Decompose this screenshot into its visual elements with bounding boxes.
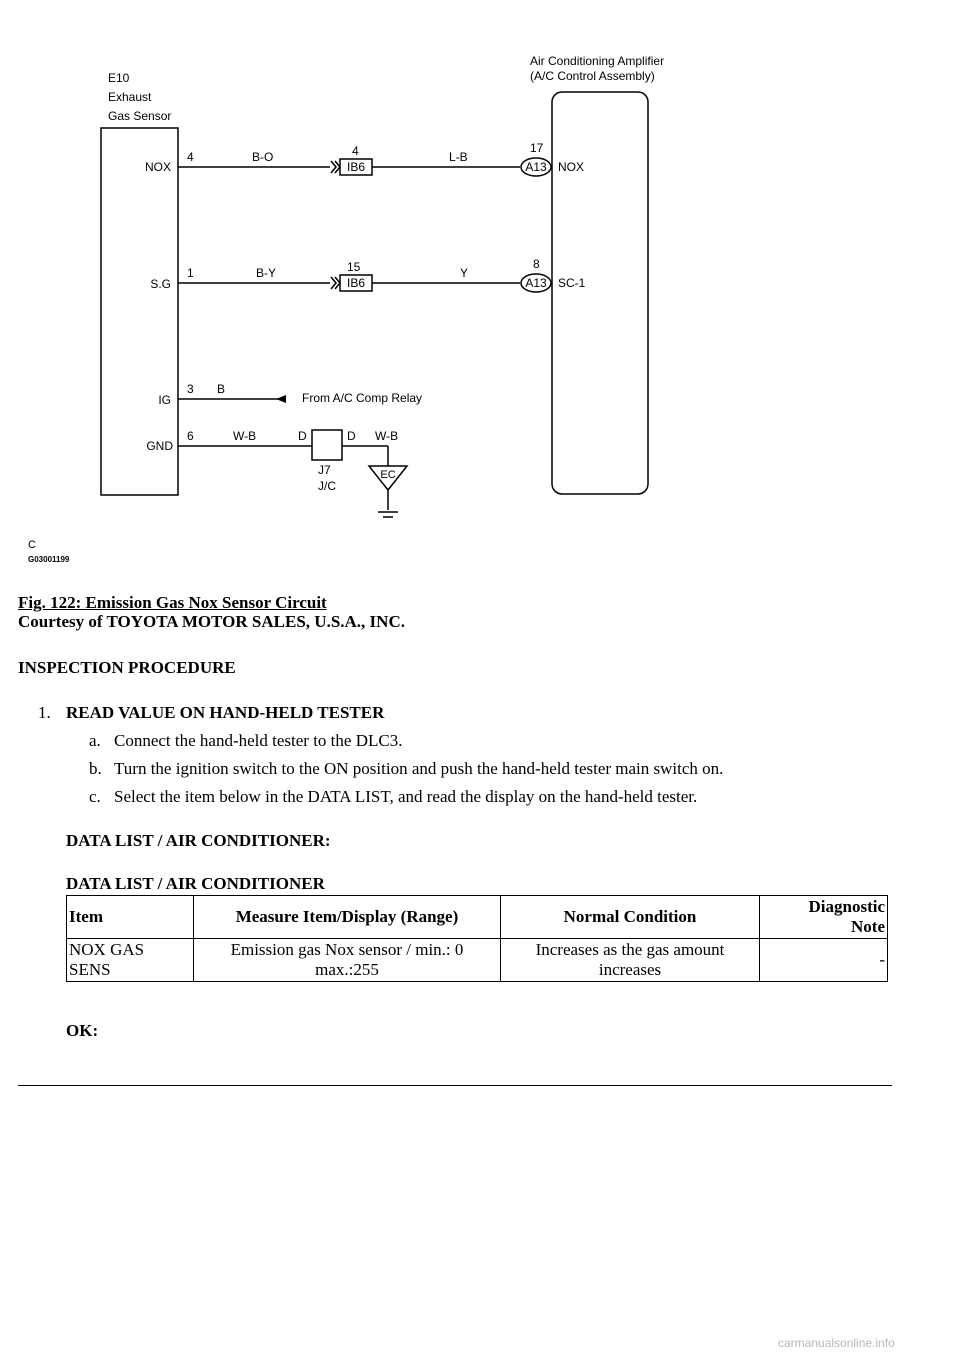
wire-color-sg: B-Y bbox=[256, 266, 277, 280]
header-normal: Normal Condition bbox=[501, 896, 760, 939]
header-diagnostic-note bbox=[760, 896, 888, 939]
jc-d-right: D bbox=[347, 429, 356, 443]
wire-color-right-2: Y bbox=[460, 266, 469, 280]
header-diagnostic: Diagnostic bbox=[808, 897, 885, 916]
sensor-label-1: Exhaust bbox=[108, 90, 152, 104]
cell-measure bbox=[194, 939, 501, 982]
pin-num-gnd: 6 bbox=[187, 429, 194, 443]
substep-text-a: Connect the hand-held tester to the DLC3. bbox=[114, 731, 403, 750]
relay-arrow bbox=[276, 395, 286, 403]
substep-letter-c: c. bbox=[89, 787, 101, 806]
pin-name-gnd: GND bbox=[146, 439, 173, 453]
from-relay-label: From A/C Comp Relay bbox=[302, 391, 423, 405]
pin-num-ig: 3 bbox=[187, 382, 194, 396]
connector-id-1: IB6 bbox=[346, 160, 366, 174]
cell-item bbox=[67, 939, 194, 982]
cell-item-line1: NOX GAS bbox=[69, 940, 145, 959]
cell-measure-line2: max.:255 bbox=[315, 960, 379, 979]
jc-wire: W-B bbox=[375, 429, 399, 443]
cell-measure-line1: Emission gas Nox sensor / min.: 0 bbox=[230, 940, 464, 959]
ground-label: EC bbox=[380, 469, 396, 481]
footer-letter: C bbox=[28, 539, 36, 551]
header-note: Note bbox=[851, 917, 885, 936]
amp-pin-2: 8 bbox=[533, 257, 540, 271]
table-header-row bbox=[67, 896, 888, 939]
amp-connector-1: A13 bbox=[525, 160, 547, 174]
substep-text-b: Turn the ignition switch to the ON position and push the hand-held tester main switch on. bbox=[114, 759, 724, 778]
jc-name: J/C bbox=[318, 479, 336, 493]
wiring-diagram bbox=[0, 0, 960, 580]
table-caption: DATA LIST / AIR CONDITIONER bbox=[66, 874, 325, 893]
pin-name-sg: S.G bbox=[150, 277, 171, 291]
step-number: 1. bbox=[38, 703, 51, 722]
amp-pin-name-1: NOX bbox=[558, 160, 585, 174]
cell-normal bbox=[501, 939, 760, 982]
cell-normal-line1: Increases as the gas amount bbox=[535, 940, 725, 959]
jc-d-left: D bbox=[298, 429, 307, 443]
amp-pin-name-2: SC-1 bbox=[558, 276, 586, 290]
pin-name-ig: IG bbox=[158, 393, 171, 407]
wire-color-ig: B bbox=[217, 382, 226, 396]
cell-normal-line2: increases bbox=[598, 960, 662, 979]
amp-pin-1: 17 bbox=[530, 141, 544, 155]
amplifier-box bbox=[552, 92, 648, 494]
junction-connector bbox=[312, 430, 342, 460]
header-measure: Measure Item/Display (Range) bbox=[194, 896, 501, 939]
pin-num-nox: 4 bbox=[187, 150, 194, 164]
cell-note: - bbox=[760, 939, 888, 982]
substep-letter-a: a. bbox=[89, 731, 101, 750]
pin-name-nox: NOX bbox=[144, 160, 171, 174]
amp-connector-2: A13 bbox=[525, 276, 547, 290]
connector-pin-2: 15 bbox=[347, 260, 361, 274]
footer-code: G03001199 bbox=[28, 555, 70, 564]
amplifier-label-1: Air Conditioning Amplifier bbox=[530, 54, 665, 68]
table-row bbox=[67, 939, 888, 982]
section-heading: INSPECTION PROCEDURE bbox=[18, 658, 236, 677]
step-title: READ VALUE ON HAND-HELD TESTER bbox=[66, 703, 385, 722]
sensor-id: E10 bbox=[108, 71, 130, 85]
page-divider bbox=[18, 1085, 892, 1086]
substep-letter-b: b. bbox=[89, 759, 102, 778]
connector-pin-1: 4 bbox=[352, 144, 359, 158]
cell-item-line2: SENS bbox=[69, 960, 111, 979]
figure-title: Fig. 122: Emission Gas Nox Sensor Circuit bbox=[18, 593, 327, 612]
header-item: Item bbox=[67, 896, 194, 939]
substep-text-c: Select the item below in the DATA LIST, and read the display on the hand-held tester. bbox=[114, 787, 698, 806]
data-list-table bbox=[66, 895, 888, 982]
sensor-label-2: Gas Sensor bbox=[108, 109, 172, 123]
wire-color-nox: B-O bbox=[252, 150, 274, 164]
courtesy-line: Courtesy of TOYOTA MOTOR SALES, U.S.A., INC. bbox=[18, 612, 405, 631]
wire-color-right-1: L-B bbox=[449, 150, 468, 164]
jc-id: J7 bbox=[318, 463, 331, 477]
amplifier-label-2: (A/C Control Assembly) bbox=[530, 69, 655, 83]
data-list-label: DATA LIST / AIR CONDITIONER: bbox=[66, 831, 331, 850]
watermark: carmanualsonline.info bbox=[778, 1336, 895, 1350]
wire-color-gnd: W-B bbox=[233, 429, 257, 443]
pin-num-sg: 1 bbox=[187, 266, 194, 280]
connector-id-2: IB6 bbox=[346, 276, 366, 290]
ok-label: OK: bbox=[66, 1021, 99, 1040]
